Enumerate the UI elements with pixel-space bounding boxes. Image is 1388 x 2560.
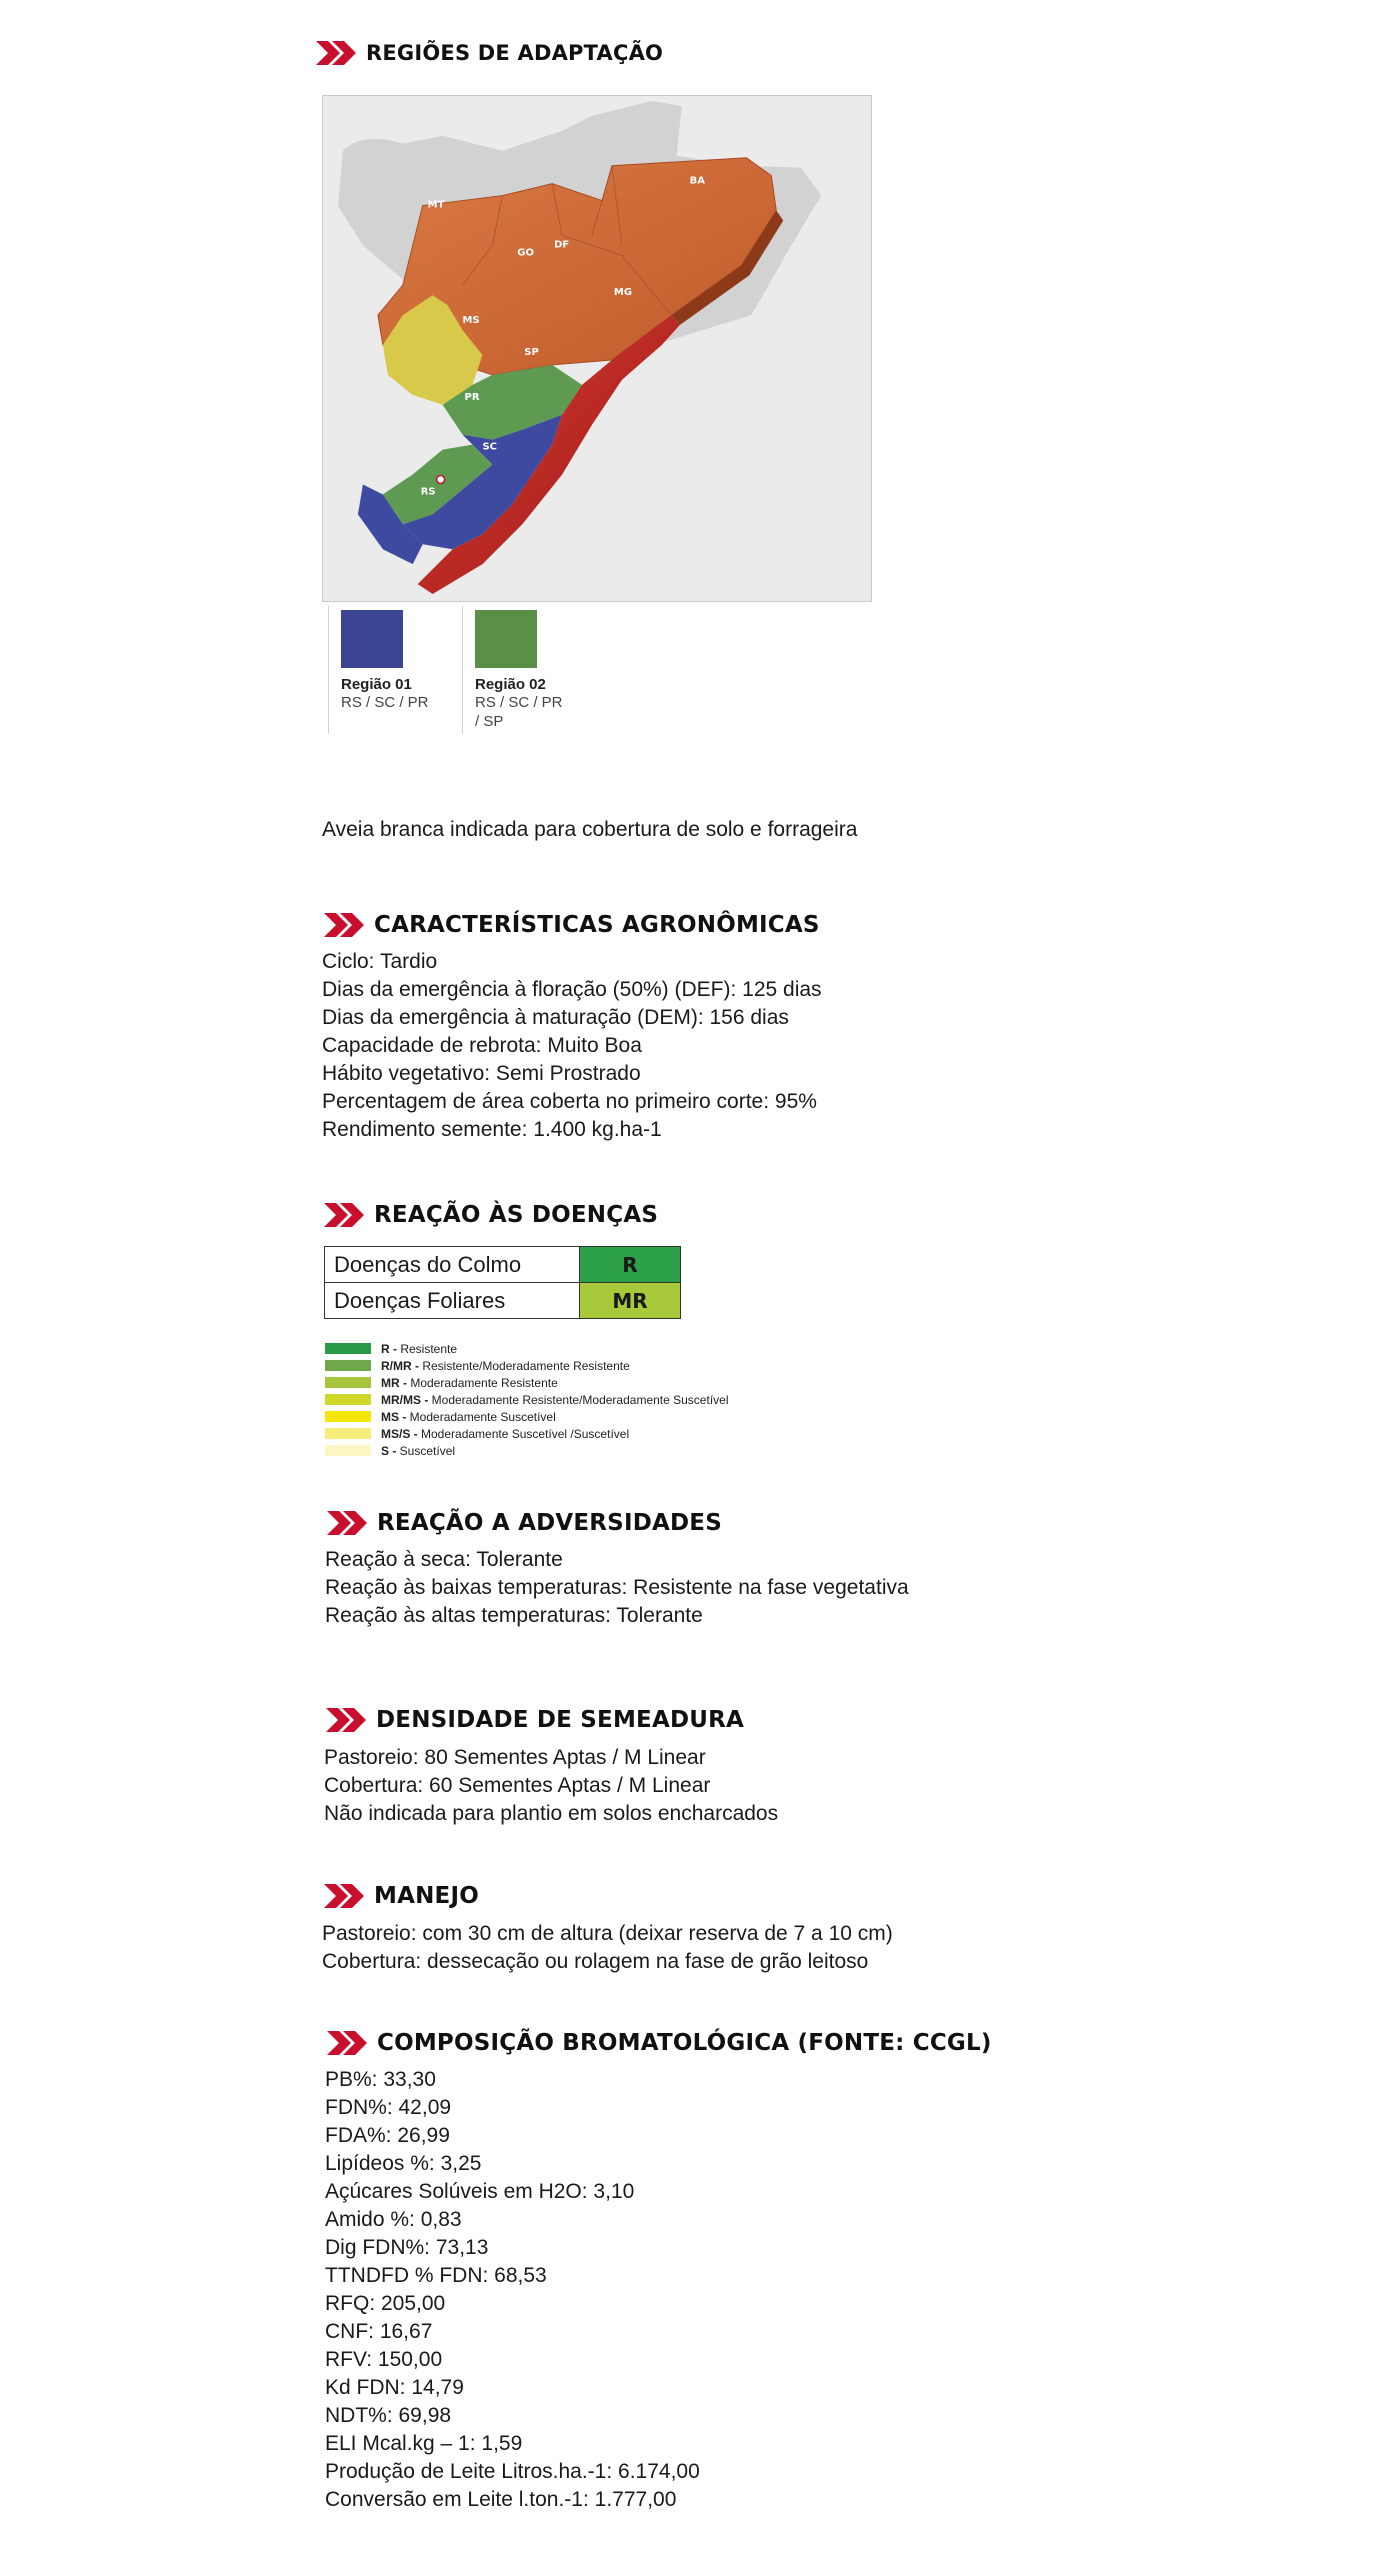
agronomic-line: Dias da emergência à floração (50%) (DEF): 125 dias [322,978,822,1001]
composition-line: Lipídeos %: 3,25 [325,2152,482,2175]
diseases-heading [322,1202,658,1228]
composition-heading [325,2030,992,2056]
region-02-swatch [475,610,537,668]
legend-swatch [325,1445,371,1456]
location-pin-icon [437,475,445,483]
adversities-list [325,1546,909,1630]
legend-item: MS - Moderadamente Suscetível [325,1408,729,1425]
agronomic-line: Dias da emergência à maturação (DEM): 156 dias [322,1006,789,1029]
brazil-region-map [323,96,871,601]
management-title: MANEJO [374,1883,479,1909]
composition-line: RFQ: 205,00 [325,2292,446,2315]
map-label-rs: RS [420,486,436,498]
agronomic-line: Capacidade de rebrota: Muito Boa [322,1034,642,1057]
region-01-name: Região 01 [341,676,412,693]
region-02-name: Região 02 [475,676,546,693]
density-line: Cobertura: 60 Sementes Aptas / M Linear [324,1774,711,1797]
double-chevron-icon [322,1202,366,1228]
map-label-mt: MT [427,199,445,211]
management-heading [322,1883,479,1909]
disease-name: Doenças do Colmo [325,1247,580,1283]
map-label-pr: PR [464,391,480,403]
double-chevron-icon [322,1883,366,1909]
map-label-go: GO [517,247,534,259]
reaction-legend [325,1340,729,1459]
composition-line: Açúcares Solúveis em H2O: 3,10 [325,2180,635,2203]
composition-line: Dig FDN%: 73,13 [325,2236,489,2259]
table-row [325,1283,681,1319]
table-row [325,1247,681,1283]
legend-item: S - Suscetível [325,1442,729,1459]
adaptation-map [322,95,872,602]
management-line: Cobertura: dessecação ou rolagem na fase de grão leitoso [322,1950,869,1973]
adversities-title: REAÇÃO A ADVERSIDADES [377,1510,722,1536]
region-01 [328,606,429,734]
composition-line: RFV: 150,00 [325,2348,443,2371]
double-chevron-icon [324,1707,368,1733]
agronomic-line: Ciclo: Tardio [322,950,438,973]
legend-item: MR - Moderadamente Resistente [325,1374,729,1391]
legend-item: R - Resistente [325,1340,729,1357]
composition-line: Produção de Leite Litros.ha.-1: 6.174,00 [325,2460,700,2483]
agronomic-line: Hábito vegetativo: Semi Prostrado [322,1062,641,1085]
map-label-ba: BA [689,175,705,187]
adversities-heading [325,1510,722,1536]
map-label-df: DF [554,239,570,251]
double-chevron-icon [322,912,366,938]
composition-line: ELI Mcal.kg – 1: 1,59 [325,2432,523,2455]
legend-item: MR/MS - Moderadamente Resistente/Moderadamente Suscetível [325,1391,729,1408]
legend-swatch [325,1394,371,1405]
map-label-sc: SC [482,441,497,453]
composition-line: CNF: 16,67 [325,2320,433,2343]
agronomic-line: Percentagem de área coberta no primeiro corte: 95% [322,1090,817,1113]
legend-swatch [325,1360,371,1371]
adversity-line: Reação à seca: Tolerante [325,1548,563,1571]
legend-item: MS/S - Moderadamente Suscetível /Suscetível [325,1425,729,1442]
region-02-states-cont: / SP [475,713,504,730]
double-chevron-icon [325,1510,369,1536]
legend-swatch [325,1377,371,1388]
disease-reaction: MR [580,1283,681,1319]
disease-reaction: R [580,1247,681,1283]
agronomic-title: CARACTERÍSTICAS AGRONÔMICAS [374,912,820,938]
legend-item: R/MR - Resistente/Moderadamente Resistente [325,1357,729,1374]
composition-line: FDA%: 26,99 [325,2124,450,2147]
adaptation-title: REGIÕES DE ADAPTAÇÃO [366,41,664,65]
legend-swatch [325,1343,371,1354]
map-label-ms: MS [462,315,480,327]
adversity-line: Reação às baixas temperaturas: Resistente na fase vegetativa [325,1576,909,1599]
diseases-title: REAÇÃO ÀS DOENÇAS [374,1202,659,1228]
region-02 [462,606,563,734]
legend-swatch [325,1411,371,1422]
double-chevron-icon [325,2030,369,2056]
density-heading [324,1707,744,1733]
composition-title: COMPOSIÇÃO BROMATOLÓGICA (FONTE: CCGL) [377,2030,992,2056]
adversity-line: Reação às altas temperaturas: Tolerante [325,1604,703,1627]
region-02-states: RS / SC / PR [475,694,563,711]
disease-table [324,1246,681,1319]
map-label-mg: MG [613,287,633,299]
composition-line: NDT%: 69,98 [325,2404,452,2427]
composition-line: PB%: 33,30 [325,2068,436,2091]
composition-line: Kd FDN: 14,79 [325,2376,464,2399]
agronomic-list [322,948,822,1144]
region-01-states: RS / SC / PR [341,694,429,711]
legend-swatch [325,1428,371,1439]
density-list [324,1744,778,1828]
density-title: DENSIDADE DE SEMEADURA [376,1707,745,1733]
region-01-swatch [341,610,403,668]
density-line: Não indicada para plantio em solos encharcados [324,1802,779,1825]
adaptation-heading [314,40,663,66]
composition-line: Conversão em Leite l.ton.-1: 1.777,00 [325,2488,677,2511]
map-label-sp: SP [524,346,539,358]
composition-line: TTNDFD % FDN: 68,53 [325,2264,547,2287]
management-list [322,1920,893,1976]
density-line: Pastoreio: 80 Sementes Aptas / M Linear [324,1746,706,1769]
agronomic-heading [322,912,820,938]
disease-name: Doenças Foliares [325,1283,580,1319]
composition-line: FDN%: 42,09 [325,2096,452,2119]
indication-text: Aveia branca indicada para cobertura de solo e forrageira [322,818,858,841]
composition-line: Amido %: 0,83 [325,2208,462,2231]
agronomic-line: Rendimento semente: 1.400 kg.ha-1 [322,1118,662,1141]
composition-list [325,2066,700,2514]
management-line: Pastoreio: com 30 cm de altura (deixar reserva de 7 a 10 cm) [322,1922,893,1945]
double-chevron-icon [314,40,358,66]
